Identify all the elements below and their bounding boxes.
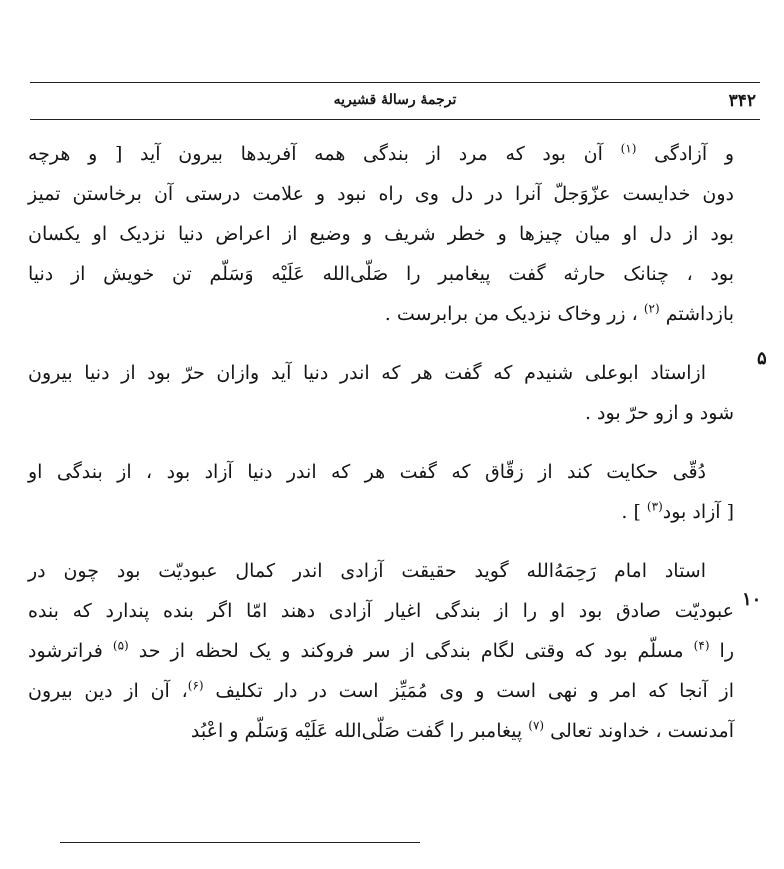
text-line: [28, 492, 734, 532]
text-run: از آنجا که امر و نهی است و وی مُمَیِّز است در دار تکلیف: [203, 680, 734, 702]
text-run: استاد امام رَحِمَهُ‌الله گوید حقیقت آزادی اندر کمال عبودیّت بود چون در: [28, 560, 706, 582]
footnote-marker: (۶): [187, 678, 204, 693]
paragraph-gap: [28, 334, 734, 353]
text-line: [28, 452, 734, 492]
footnote-marker: (۵): [112, 638, 129, 653]
text-run: آن بود که مرد از بندگی همه آفریدها بیرون آید [ و هرچه: [28, 143, 621, 165]
text-run: بازداشتم: [659, 303, 734, 325]
paragraph: [28, 452, 734, 532]
text-run: بود ، چنانک حارثه گفت پیغامبر را صَلّی‌الله عَلَیْه وَسَلّم تن خویش از دنیا: [28, 263, 734, 285]
footnote-marker: (۲): [643, 301, 660, 316]
text-line: [28, 393, 734, 433]
text-run: [ آزاد بود: [662, 501, 734, 523]
text-run: شود و ازو حرّ بود .: [584, 402, 734, 424]
text-line: [28, 254, 734, 294]
text-line: [28, 631, 734, 671]
text-line: [28, 353, 734, 393]
running-title: ترجمهٔ رسالهٔ قشیریه: [333, 92, 457, 108]
text-run: آمدنست ، خداوند تعالی: [544, 720, 734, 742]
body-text: [28, 134, 734, 751]
page-header: [30, 82, 760, 120]
text-line: [28, 294, 734, 334]
paragraph-gap: [28, 532, 734, 551]
footnote-marker: (۳): [646, 499, 663, 514]
text-run: مسلّم بود که وقتی لگام بندگی از سر فروکند و یک لحظه از حد: [128, 640, 694, 662]
footnote-marker: (۱): [620, 141, 637, 156]
page-number: ۳۴۲: [728, 91, 756, 111]
text-line: [28, 134, 734, 174]
text-run: بود از دل او میان چیزها و خطر شریف و وضیع از اعراض دنیا نزدیک او یکسان: [28, 223, 734, 245]
text-line: [28, 711, 734, 751]
text-line: [28, 551, 734, 591]
line-marker-10: ۱۰: [742, 589, 762, 610]
text-line: [28, 591, 734, 631]
footnote-marker: (۴): [693, 638, 710, 653]
text-line: [28, 214, 734, 254]
text-line: [28, 174, 734, 214]
text-run: عبودیّت صادق بود او را از بندگی اغیار آزادی دهند امّا اگر بنده پندارد که بنده: [28, 600, 734, 622]
text-run: پیغامبر را گفت صَلّی‌الله عَلَیْه وَسَلّم و اعْبُد: [190, 720, 529, 742]
text-run: ، زر وخاک نزدیک من برابرست .: [384, 303, 644, 325]
paragraph-gap: [28, 433, 734, 452]
footnote-marker: (۷): [528, 718, 545, 733]
text-run: دون خدایست عزّوَجلّ آنرا در دل وی راه نبود و علامت درستی آن برخاستن تمیز: [28, 183, 734, 205]
text-run: دُقّی حکایت کند از زقّاق که گفت هر که اندر دنیا آزاد بود ، از بندگی او: [28, 461, 706, 483]
line-marker-5: ۵: [757, 348, 767, 369]
text-run: و آزادگی: [636, 143, 734, 165]
text-run: فراترشود: [28, 640, 113, 662]
text-line: [28, 671, 734, 711]
text-run: ، آن از دین بیرون: [28, 680, 188, 702]
paragraph: [28, 551, 734, 751]
footnote-rule: [60, 842, 420, 843]
text-run: ] .: [621, 501, 647, 523]
paragraph: [28, 134, 734, 334]
text-run: ازاستاد ابوعلی شنیدم که گفت هر که اندر دنیا آید وازان حرّ بود از دنیا بیرون: [28, 362, 706, 384]
text-run: را: [709, 640, 735, 662]
paragraph: [28, 353, 734, 433]
